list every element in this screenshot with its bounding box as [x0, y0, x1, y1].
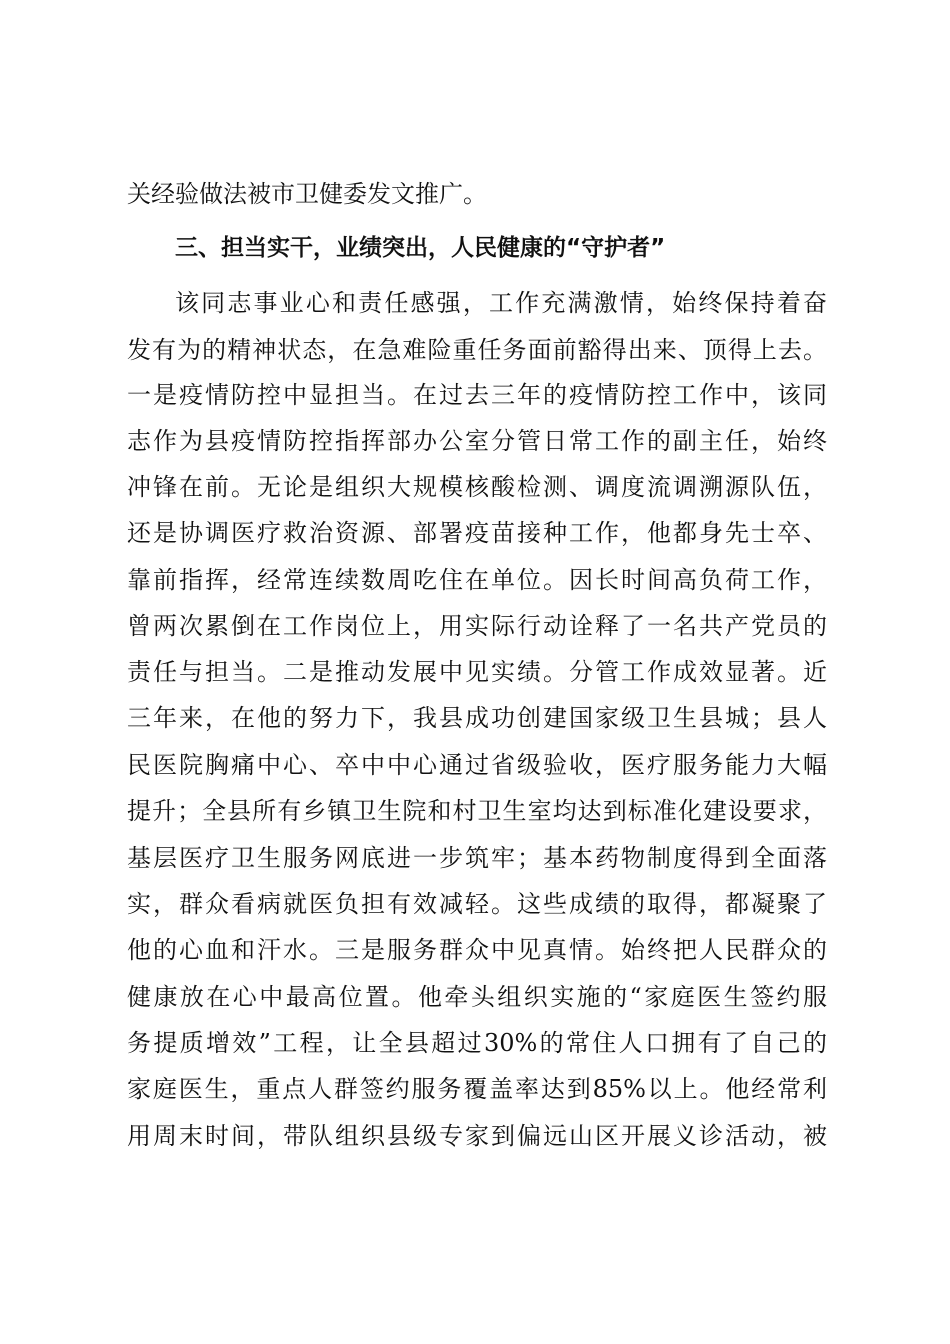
paragraph-line: 务提质增效”工程，让全县超过30%的常住人口拥有了自己的	[127, 1029, 827, 1057]
paragraph-line: 基层医疗卫生服务网底进一步筑牢；基本药物制度得到全面落	[127, 844, 827, 872]
paragraph-line: 民医院胸痛中心、卒中中心通过省级验收，医疗服务能力大幅	[127, 751, 827, 779]
paragraph-line: 实，群众看病就医负担有效减轻。这些成绩的取得，都凝聚了	[127, 890, 827, 918]
intro-line: 关经验做法被市卫健委发文推广。	[127, 180, 487, 208]
paragraph-line: 用周末时间，带队组织县级专家到偏远山区开展义诊活动，被	[127, 1122, 827, 1150]
paragraph-line: 该同志事业心和责任感强，工作充满激情，始终保持着奋	[175, 289, 827, 317]
paragraph-line: 一是疫情防控中显担当。在过去三年的疫情防控工作中，该同	[127, 381, 827, 409]
section-heading: 三、担当实干，业绩突出，人民健康的“守护者”	[175, 235, 666, 261]
paragraph-line: 三年来，在他的努力下，我县成功创建国家级卫生县城；县人	[127, 704, 827, 732]
paragraph-line: 责任与担当。二是推动发展中见实绩。分管工作成效显著。近	[127, 658, 827, 686]
paragraph-line: 志作为县疫情防控指挥部办公室分管日常工作的副主任，始终	[127, 427, 827, 455]
paragraph-line: 家庭医生，重点人群签约服务覆盖率达到85%以上。他经常利	[127, 1075, 827, 1103]
paragraph-line: 他的心血和汗水。三是服务群众中见真情。始终把人民群众的	[127, 936, 827, 964]
paragraph-line: 健康放在心中最高位置。他牵头组织实施的“家庭医生签约服	[127, 983, 827, 1011]
paragraph-line: 冲锋在前。无论是组织大规模核酸检测、调度流调溯源队伍，	[127, 473, 827, 501]
paragraph-line: 还是协调医疗救治资源、部署疫苗接种工作，他都身先士卒、	[127, 519, 827, 547]
paragraph-line: 提升；全县所有乡镇卫生院和村卫生室均达到标准化建设要求，	[127, 797, 827, 825]
paragraph-line: 靠前指挥，经常连续数周吃住在单位。因长时间高负荷工作，	[127, 566, 827, 594]
paragraph-line: 曾两次累倒在工作岗位上，用实际行动诠释了一名共产党员的	[127, 612, 827, 640]
paragraph-line: 发有为的精神状态，在急难险重任务面前豁得出来、顶得上去。	[127, 336, 827, 364]
